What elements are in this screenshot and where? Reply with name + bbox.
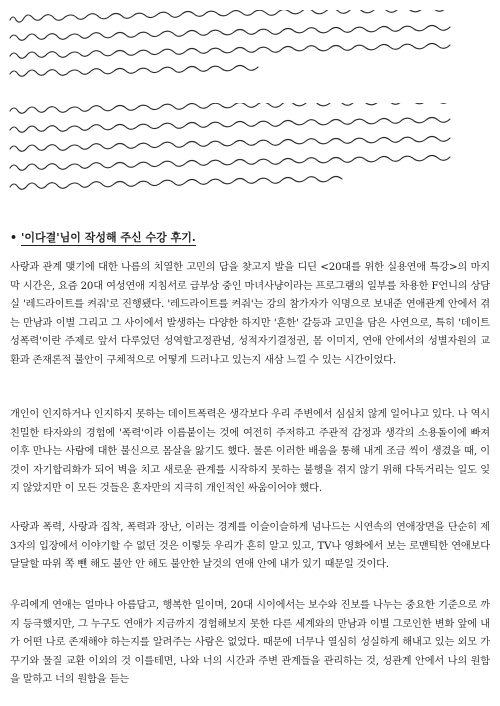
handwritten-quote-1 <box>8 10 492 80</box>
handwriting-image-1 <box>8 10 492 80</box>
review-heading-text: '이다결'님이 작성해 주신 수강 후기. <box>21 231 196 244</box>
review-paragraph-3: 사랑과 폭력, 사랑과 집착, 폭력과 장난, 이러는 경계를 이슬이슬하게 넘나드는 시연속의 연애장면을 단순히 제3자의 입장에서 이야기할 수 없던 것은 이렇듯 우리가 흔히 알고 있고, TV나 영화에서 보는 로맨틱한 연애보다 달달할 따위 쪽 뺀 해도 불안 안 해도 불안한 날것의 연애 안에 내가 있기 때문일 것이다. <box>10 522 490 570</box>
review-paragraph-1: 사랑과 관계 맺기에 대한 나름의 치열한 고민의 답을 찾고지 발을 디딘 <20대를 위한 실용연애 특강>의 마지막 시간은, 요즘 20대 여성연애 지침서로 급부상 중인 마녀사냥이라는 프로그램의 일부를 차용한 F언니의 상담실 '레드라이트를 켜줘'로 진행됐다. '레드라이트를 켜줘'는 강의 참가자가 익명으로 보내준 연애관계 안에서 겪는 만남과 이별 그리고 그 사이에서 발생하는 다양한 하지만 '흔한' 갈등과 고민을 담은 사연으로, 특히 '데이트 성폭력'이란 주제로 앞서 다루었던 성역할고정관념, 성적자기결정권, 몸 이미지, 연애 안에서의 성별자원의 교환과 존재론적 불안이 구체적으로 어떻게 드러나고 있는지 새삼 느낄 수 있는 시간이었다. <box>10 262 490 366</box>
handwriting-image-2 <box>8 103 492 198</box>
review-heading <box>10 231 490 245</box>
review-paragraph-2: 개인이 인지하거나 인지하지 못하는 데이트폭력은 생각보다 우리 주변에서 심심치 않게 일어나고 있다. 나 역시 친밀한 타자와의 경험에 '폭력'이라 이름붙이는 것에 여전히 주저하고 주관적 감정과 생각의 소용돌이에 빠져 이후 만나는 사람에 대한 불신으로 몸살을 앓기도 했다. 물론 이러한 배움을 통해 내게 조금 씩이 생겼을 때, 이것이 자기합리화가 되어 벽을 치고 새로운 관계를 시작하지 못하는 불행을 겪지 않기 위해 다독거리는 일도 잊지 않았지만 이 모든 것들은 혼자만의 지극히 개인적인 싸움이어야 했다. <box>10 409 490 494</box>
review-paragraph-4: 우리에게 연애는 얼마나 아름답고, 행복한 일이며, 20대 시이에서는 보수와 진보를 나누는 중요한 기준으로 까지 등극했지만, 그 누구도 연애가 지금까지 경험해보지 못한 다른 세계와의 만남과 이별 그로인한 변화 앞에 내가 어떤 나로 존재해야 하는지를 알려주는 사람은 없었다. 때문에 너무나 열심히 성실하게 해내고 있는 외모 가꾸기와 물질 교환 이외의 것 이를테면, 나와 너의 시간과 주변 관계들을 관리하는 것, 성관계 안에서 나의 원함을 말하고 너의 원함을 듣는 <box>10 600 490 685</box>
bullet-icon: • <box>10 231 18 244</box>
handwritten-quote-2 <box>8 103 492 198</box>
